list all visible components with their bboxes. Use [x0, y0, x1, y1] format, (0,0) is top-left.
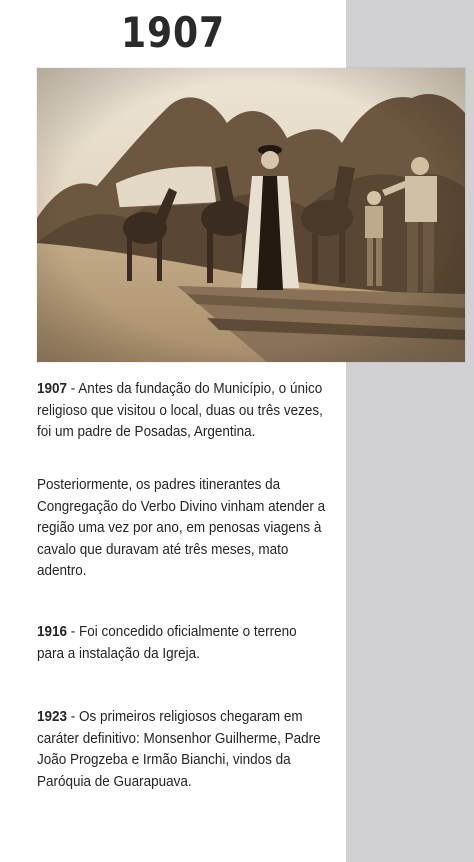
entry-paragraph: Posteriormente, os padres itinerantes da Congregação do Verbo Divino vinham atender a região uma vez por ano, em penosas viagens à cavalo que duravam até três meses, mato adentro.	[37, 476, 326, 579]
entry-separator: -	[67, 708, 80, 725]
entry-1907	[37, 378, 327, 443]
entry-separator: -	[67, 380, 79, 397]
entry-year: 1916	[37, 623, 68, 640]
entry-text: Foi concedido oficialmente o terreno para a instalação da Igreja.	[37, 623, 297, 662]
page-title: 1907	[121, 8, 225, 57]
entry-text: Os primeiros religiosos chegaram em caráter definitivo: Monsenhor Guilherme, Padre João Progzeba e Irmão Bianchi, vindos da Paróquia de Guarapuava.	[37, 708, 321, 790]
entry-1923	[37, 706, 327, 792]
entry-year: 1907	[37, 380, 68, 397]
entry-1907-continued	[37, 474, 327, 582]
historic-photo	[37, 68, 465, 362]
entry-year: 1923	[37, 708, 68, 725]
entry-paragraph	[37, 706, 327, 792]
entry-paragraph	[37, 621, 327, 664]
entry-separator: -	[67, 623, 80, 640]
historic-photo-image	[37, 68, 465, 362]
entry-1916	[37, 621, 327, 664]
entry-paragraph	[37, 378, 327, 443]
entry-text: Antes da fundação do Município, o único religioso que visitou o local, duas ou três vezes, foi um padre de Posadas, Argentina.	[37, 380, 323, 440]
